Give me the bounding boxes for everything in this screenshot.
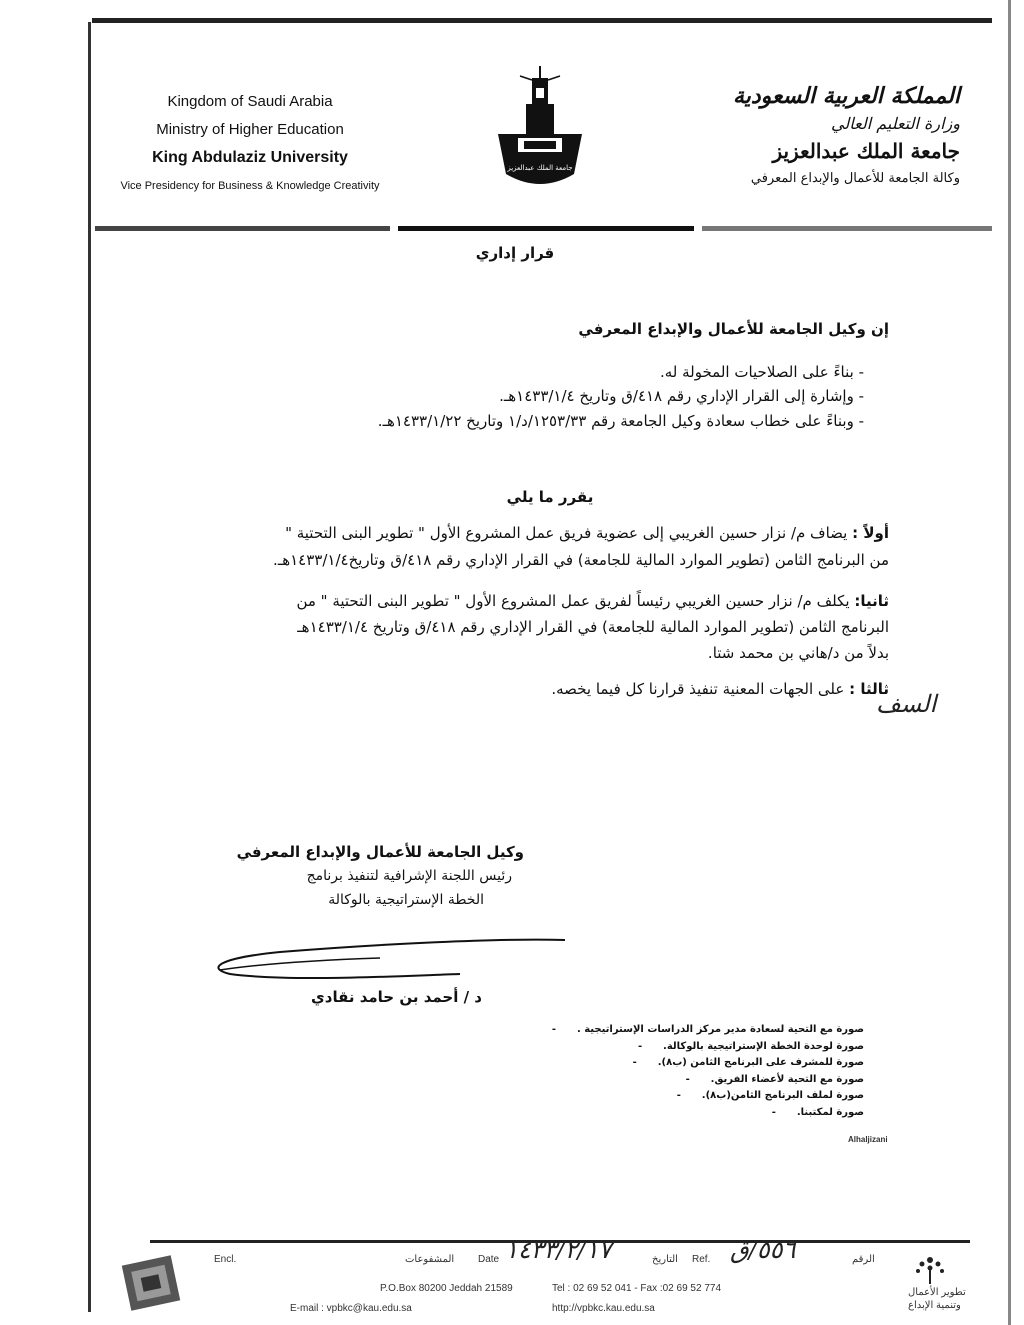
signature-committee-1: رئيس اللجنة الإشرافية لتنفيذ برنامج [306,868,512,884]
email: E-mail : vpbkc@kau.edu.sa [290,1303,412,1314]
logo-text: جامعة الملك عبدالعزيز [507,164,573,172]
top-border [92,18,992,23]
tree-logo-icon [910,1254,950,1286]
website: http://vpbkc.kau.edu.sa [552,1303,655,1314]
third-label: ثالثا : [849,680,889,698]
address: P.O.Box 80200 Jeddah 21589 [380,1283,513,1294]
attachments-ar-label: المشفوعات [405,1254,455,1265]
ref-value: ٥٥٦/ق [730,1236,796,1264]
vice-presidency-en: Vice Presidency for Business & Knowledge Creativity [120,180,380,192]
vice-presidency-ar: وكالة الجامعة للأعمال والإبداع المعرفي [750,171,960,186]
stamp-graphic [118,1250,194,1314]
signature-scribble [200,930,580,990]
copy-item: صورة لملف البرنامج الثامن(ب٨). - [676,1090,864,1101]
phone-fax: Tel : 02 69 52 041 - Fax :02 69 52 774 [552,1283,722,1294]
university-ar: جامعة الملك عبدالعزيز [772,139,960,163]
signature-position: وكيل الجامعة للأعمال والإبداع المعرفي [236,843,524,861]
copy-item: صورة مع التحية لأعضاء الفريق. - [685,1073,864,1085]
signature-committee-2: الخطة الإستراتيجية بالوكالة [328,892,484,908]
date-value: ١٤٣٣/٢/١٧ [505,1236,612,1264]
header-divider-left [95,226,390,231]
copy-item: صورة لمكتبنا. - [771,1106,864,1118]
letterhead-arabic [700,80,960,192]
footer-logo-text-2: وتنمية الإبداع [908,1300,961,1311]
copies-list [552,1022,864,1121]
third-line [551,680,889,698]
footer-logo-text-1: تطوير الأعمال [908,1287,966,1298]
signatory-name: د / أحمد بن حامد نقادي [311,988,482,1006]
issuer-line: إن وكيل الجامعة للأعمال والإبداع المعرفي [578,320,889,338]
right-edge [1008,0,1011,1325]
copy-item: صورة للمشرف على البرنامج الثامن (ب٨). - [632,1057,864,1068]
header-divider-right [702,226,992,231]
ministry-ar: وزارة التعليم العالي [831,114,960,133]
country-en: Kingdom of Saudi Arabia [167,93,333,110]
second-line-3: بدلاً من د/هاني بن محمد شتا. [707,644,889,662]
header-divider-center [398,226,694,231]
third-text: على الجهات المعنية تنفيذ قرارنا كل فيما يخصه. [551,680,845,698]
preamble-line-3: - وبناءً على خطاب سعادة وكيل الجامعة رقم ١٢٥٣/٣٣/د/١ وتاريخ ١٤٣٣/١/٢٢هـ. [377,412,864,430]
preamble-line-1: - بناءً على الصلاحيات المخولة له. [659,363,864,381]
decides-heading: يقرر ما يلي [506,488,594,506]
first-line-1 [285,524,889,542]
university-en: King Abdulaziz University [152,149,348,166]
letterhead-english [100,88,400,200]
typist-initials: Alhaljizani [848,1135,888,1144]
ref-label: Ref. [692,1254,711,1265]
document-title: قرار إداري [475,244,555,262]
ref-ar-label: الرقم [852,1254,875,1265]
second-text-1: يكلف م/ نزار حسين الغريبي رئيساً لفريق عمل المشروع الأول " تطوير البنى التحتية " من [296,592,850,610]
first-text-1: يضاف م/ نزار حسين الغريبي إلى عضوية فريق عمل المشروع الأول " تطوير البنى التحتية " [285,524,848,542]
handwritten-note: السف [876,690,937,718]
left-border [88,22,91,1312]
ministry-en: Ministry of Higher Education [156,121,344,138]
second-label: ثانيا: [854,592,889,610]
date-ar-label: التاريخ [652,1254,678,1265]
preamble-line-2: - وإشارة إلى القرار الإداري رقم ٤١٨/ق وتاريخ ١٤٣٣/١/٤هـ. [499,387,864,405]
country-ar: المملكة العربية السعودية [732,83,960,109]
first-label: أولاً : [852,524,889,542]
second-line-2: البرنامج الثامن (تطوير الموارد المالية للجامعة) في القرار الإداري رقم ٤١٨/ق وتاريخ ١٤٣٣/١/٤هـ [297,618,889,636]
date-label: Date [478,1254,500,1265]
second-line-1 [296,592,889,610]
encl-label: Encl. [214,1254,237,1265]
university-logo [490,64,590,194]
copy-item: صورة لوحدة الخطة الإستراتيجية بالوكالة. - [637,1040,864,1052]
first-line-2: من البرنامج الثامن (تطوير الموارد المالية للجامعة) في القرار الإداري رقم ٤١٨/ق وتاريخ١٤٣٣/١/٤هـ. [273,551,889,569]
copy-item: صورة مع التحية لسعادة مدير مركز الدراسات الإستراتيجية . - [551,1024,864,1035]
